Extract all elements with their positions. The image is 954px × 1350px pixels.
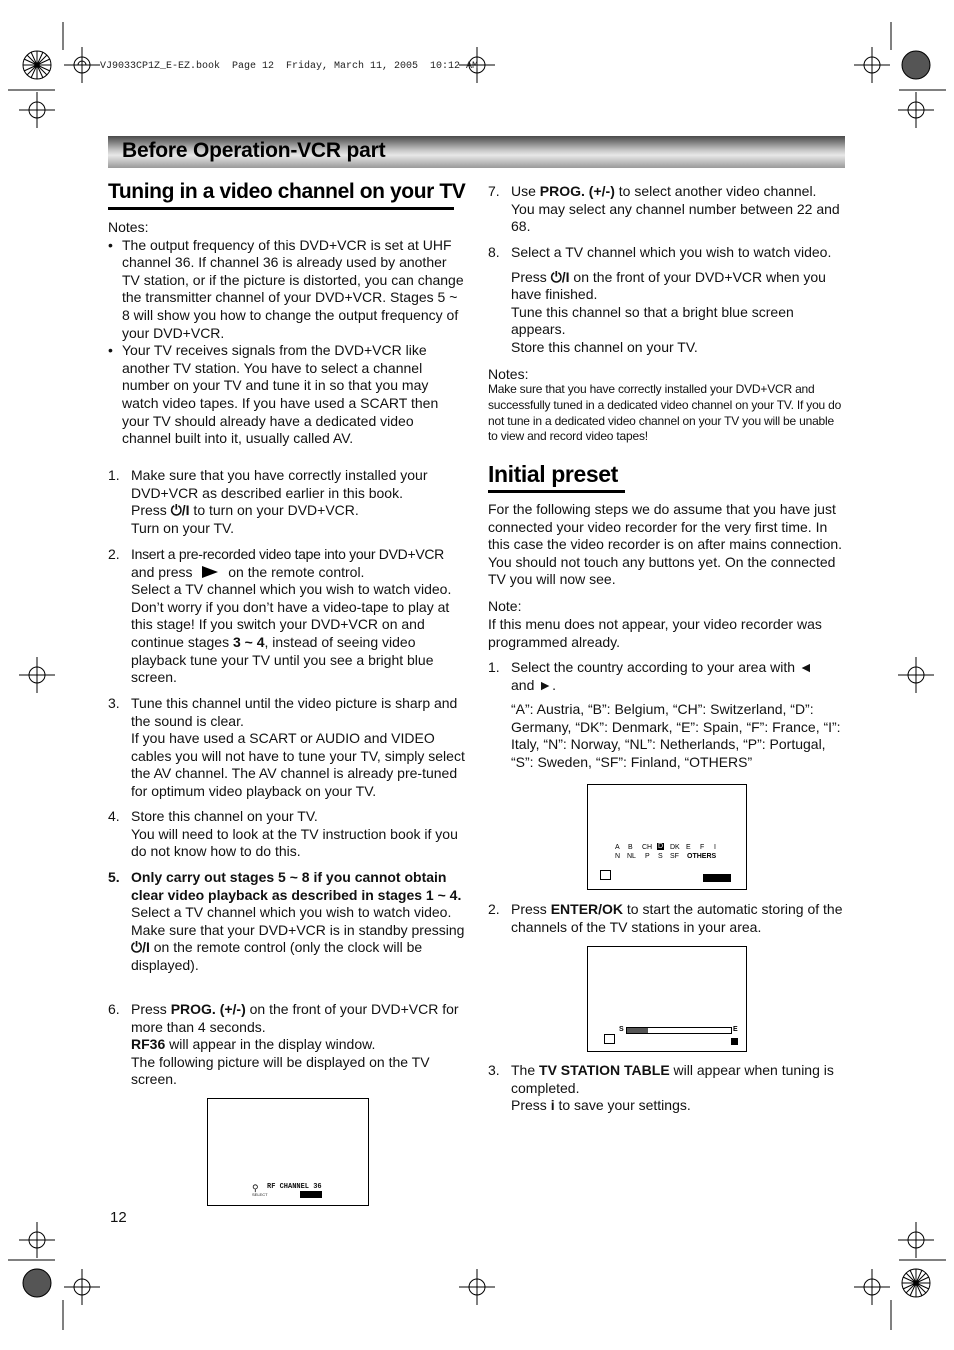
country-option: B xyxy=(628,844,633,851)
step-text: and press on the remote control. xyxy=(131,563,365,580)
step-text: Make sure that you have correctly installed your DVD+VCR as described earlier in this book. xyxy=(131,467,428,501)
note-text: If this menu does not appear, your video recorder was programmed already. xyxy=(488,616,822,650)
step-text: Store this channel on your TV. xyxy=(511,338,698,355)
country-option: S xyxy=(658,853,663,860)
crosshair-icon xyxy=(854,47,890,83)
step-text: Insert a pre-recorded video tape into your DVD+VCR xyxy=(131,546,444,562)
select-hint: SELECT xyxy=(252,1192,268,1197)
note-label: Note: xyxy=(488,598,522,614)
right-notes-label: Notes: xyxy=(488,366,529,382)
step-number: 2. xyxy=(108,546,120,562)
step-text: Press i to save your settings. xyxy=(511,1097,691,1114)
step-number: 4. xyxy=(108,808,120,824)
banner-title: Before Operation-VCR part xyxy=(122,139,386,162)
step-text: Press ⏻/I to turn on your DVD+VCR. xyxy=(131,502,359,519)
print-header: VJ9033CP1Z_E-EZ.book Page 12 Friday, March 11, 2005 10:12 AM xyxy=(100,61,479,72)
step-number: 5. xyxy=(108,869,120,885)
country-option: SF xyxy=(670,853,679,860)
antenna-icon: ⚲ xyxy=(252,1183,259,1193)
step-number: 3. xyxy=(488,1062,500,1078)
step-text: and ►. xyxy=(511,676,556,693)
country-option: CH xyxy=(642,844,653,851)
country-option: E xyxy=(686,844,691,851)
step-number: 1. xyxy=(488,659,500,675)
menu-icon xyxy=(600,870,611,880)
step-text: If you have used a SCART or AUDIO and VIDEO cables you will not have to tune your TV, simply select the AV channel. The AV channel is already pre-tuned for optimum video playback on your TV. xyxy=(131,730,465,799)
heading-underline xyxy=(108,207,454,210)
intro-text: For the following steps we do assume that you have just connected your video recorder for the very first time. In this case the video recorder is on after mains connection. You should not touch any buttons yet. On the connected TV you will now see. xyxy=(488,501,843,588)
info-button-icon xyxy=(731,1038,738,1045)
registration-starburst-icon xyxy=(902,1269,930,1297)
nav-buttons-icon xyxy=(703,874,731,882)
step-number: 7. xyxy=(488,183,500,199)
progress-start-label: S xyxy=(619,1026,624,1033)
bullet-text: Your TV receives signals from the DVD+VCR like another TV station. You have to select a channel number on your TV and tune it in so that you may watch video tapes. If you have used a SCART then your TV should already have a dedicated video channel built into it, usually called AV. xyxy=(122,342,439,447)
step-number: 1. xyxy=(108,467,120,483)
step-number: 8. xyxy=(488,244,500,260)
right-notes-text: Make sure that you have correctly installed your DVD+VCR and successfully tuned in a dedicated video channel on your TV. If you do not tune in a dedicated video channel on your TV you will be unable to view and record video tapes! xyxy=(488,382,842,444)
step-number: 2. xyxy=(488,901,500,917)
country-option: OTHERS xyxy=(687,853,717,860)
country-option: NL xyxy=(627,853,636,860)
step-number: 6. xyxy=(108,1001,120,1017)
step-text: Select the country according to your area with ◄ xyxy=(511,659,813,675)
step-text: Select a TV channel which you wish to watch video. Don’t worry if you don’t have a video-tape to play at this stage! If you switch your DVD+VCR on and continue stages 3 ~ 4, instead of seeing video playback tune your TV until you see a bright blue screen. xyxy=(131,581,452,686)
step-text: Select a TV channel which you wish to watch video. xyxy=(131,904,452,921)
crosshair-icon xyxy=(64,47,100,83)
registration-starburst-icon xyxy=(23,51,51,79)
crosshair-icon xyxy=(854,1269,890,1305)
step-text: Turn on your TV. xyxy=(131,519,234,536)
progress-bar xyxy=(626,1027,732,1034)
play-icon xyxy=(202,566,218,578)
menu-icon xyxy=(604,1034,615,1044)
step-number: 3. xyxy=(108,695,120,711)
tv-screen-rf-channel xyxy=(207,1098,369,1206)
section-banner xyxy=(108,136,845,168)
rf-channel-label: RF CHANNEL 36 xyxy=(267,1183,322,1191)
step-text: You may select any channel number between 22 and 68. xyxy=(511,200,840,235)
tv-screen-auto-tuning xyxy=(587,946,747,1052)
step-text: Tune this channel until the video picture is sharp and the sound is clear. xyxy=(131,695,458,729)
step-text: Make sure that your DVD+VCR is in standby pressing ⏻/I on the remote control (only the clock will be displayed). xyxy=(131,921,465,973)
step-text: The TV STATION TABLE will appear when tuning is completed. xyxy=(511,1062,834,1096)
crosshair-icon xyxy=(19,657,55,693)
tv-screen-country-select xyxy=(587,784,747,890)
crosshair-icon xyxy=(459,1269,495,1305)
nav-buttons-icon xyxy=(300,1191,322,1198)
heading-tuning: Tuning in a video channel on your TV xyxy=(108,180,466,203)
step-text: Tune this channel so that a bright blue screen appears. xyxy=(511,303,794,338)
country-option: DK xyxy=(670,844,680,851)
step-text: You will need to look at the TV instruction book if you do not know how to do this. xyxy=(131,825,458,860)
crosshair-icon xyxy=(19,1222,55,1258)
progress-bar-fill xyxy=(627,1028,648,1033)
notes-label: Notes: xyxy=(108,219,149,235)
country-option: A xyxy=(615,844,620,851)
step-text: Press ⏻/I on the front of your DVD+VCR when you have finished. xyxy=(511,268,826,303)
left-notes xyxy=(108,219,466,448)
registration-dot-icon xyxy=(902,51,930,79)
heading-underline xyxy=(488,490,625,493)
crosshair-icon xyxy=(898,1222,934,1258)
country-codes-text: “A”: Austria, “B”: Belgium, “CH”: Switzerland, “D”: Germany, “DK”: Denmark, “E”: Spain, “F”: France, “I”: Italy, “N”: Norway, “NL”: Netherlands, “P”: Portugal, “S”: Sweden, “SF”: Finland, “OTHERS” xyxy=(511,701,841,770)
country-option-selected: D xyxy=(658,843,664,850)
step-text: Press ENTER/OK to start the automatic storing of the channels of the TV stations in your area. xyxy=(511,901,843,935)
country-option: N xyxy=(615,853,621,860)
country-option: P xyxy=(645,853,650,860)
registration-dot-icon xyxy=(23,1269,51,1297)
step-text: Select a TV channel which you wish to watch video. xyxy=(511,244,832,260)
crosshair-icon xyxy=(19,92,55,128)
step-text: Press PROG. (+/-) on the front of your DVD+VCR for more than 4 seconds. xyxy=(131,1001,459,1035)
crosshair-icon xyxy=(898,92,934,128)
step-text: The following picture will be displayed on the TV screen. xyxy=(131,1053,430,1088)
crosshair-icon xyxy=(64,1269,100,1305)
step-text: RF36 will appear in the display window. xyxy=(131,1036,376,1053)
step-text: Use PROG. (+/-) to select another video channel. xyxy=(511,183,817,199)
note-bullet: • The output frequency of this DVD+VCR is set at UHF channel 36. If channel 36 is already used by another TV station, or if the picture is distorted, you can change the transmitter channel of your DVD+VCR. Stages 5 ~ 8 will show you how to change the output frequency of your DVD+VCR. xyxy=(108,236,464,341)
country-option: F xyxy=(700,844,705,851)
note-bullet: • Your TV receives signals from the DVD+VCR like another TV station. You have to select a channel number on your TV and tune it in so that you may watch video tapes. If you have used a SCART then your TV should already have a dedicated video channel built into it, usually called AV. xyxy=(108,342,439,447)
page-number: 12 xyxy=(110,1209,127,1226)
crosshair-icon xyxy=(898,657,934,693)
heading-initial-preset: Initial preset xyxy=(488,461,618,487)
progress-end-label: E xyxy=(733,1026,738,1033)
step-text: Only carry out stages 5 ~ 8 if you cannot obtain clear video playback as described in stages 1 ~ 4. xyxy=(131,869,462,903)
country-option: I xyxy=(714,844,716,851)
step-text: Store this channel on your TV. xyxy=(131,808,318,824)
bullet-text: The output frequency of this DVD+VCR is set at UHF channel 36. If channel 36 is already used by another TV station, or if the picture is distorted, you can change the transmitter channel of your DVD+VCR. Stages 5 ~ 8 will show you how to change the output frequency of your DVD+VCR. xyxy=(122,236,464,341)
